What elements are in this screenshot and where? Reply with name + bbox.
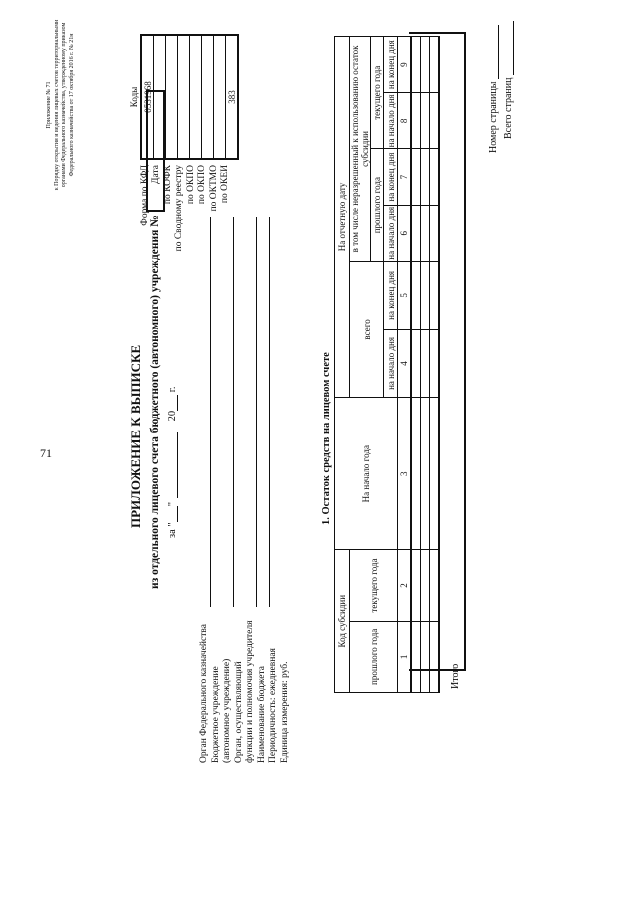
col-number: 9 bbox=[398, 37, 412, 93]
org-field-label: Бюджетное учреждение bbox=[210, 666, 221, 763]
code-value[interactable] bbox=[190, 35, 202, 159]
year-suffix: г. bbox=[167, 386, 178, 393]
col-number: 1 bbox=[398, 621, 412, 692]
header-na-nachalo-dnya: на начало дня bbox=[384, 329, 398, 397]
header-proshlogo-goda-sub: прошлого года bbox=[371, 149, 384, 261]
code-label: по ОКПО bbox=[197, 165, 207, 205]
period-za: за " bbox=[167, 522, 178, 538]
header-proshlogo-goda: прошлого года bbox=[350, 621, 398, 692]
org-field-label: Орган Федерального казначейства bbox=[199, 624, 209, 763]
code-value[interactable] bbox=[214, 35, 226, 159]
page-number: 71 bbox=[40, 446, 52, 460]
org-field-label: Периодичность: ежедневная bbox=[268, 648, 278, 763]
col-number: 7 bbox=[398, 149, 412, 205]
col-number: 3 bbox=[398, 398, 412, 550]
codes-header-spacer bbox=[128, 165, 140, 277]
code-value[interactable]: 0531968 bbox=[141, 35, 154, 159]
org-labels bbox=[199, 621, 291, 763]
col-number: 5 bbox=[398, 261, 412, 329]
org-field-label: (автономное учреждение) bbox=[222, 658, 232, 763]
page-number-blank[interactable] bbox=[487, 25, 499, 79]
day-blank[interactable] bbox=[166, 506, 178, 522]
header-na-nachalo-goda: На начало года bbox=[335, 398, 398, 550]
subtitle-text: из отдельного лицевого счета бюджетного (автономного) учреждения № bbox=[149, 215, 162, 589]
code-label: Дата bbox=[151, 165, 161, 184]
codes-header: Коды bbox=[129, 86, 139, 108]
section-title: 1. Остаток средств на лицевом счете bbox=[321, 352, 332, 525]
code-label: по ОКТМО bbox=[208, 165, 219, 212]
header-na-konec-dnya: на конец дня bbox=[384, 261, 398, 329]
year-prefix: 20 bbox=[167, 410, 178, 422]
code-value[interactable]: 383 bbox=[226, 35, 239, 159]
header-na-konec-dnya: на конец дня bbox=[384, 37, 398, 93]
code-value[interactable] bbox=[178, 35, 190, 159]
org-founder-line[interactable] bbox=[245, 217, 257, 607]
total-pages-label: Всего страниц bbox=[503, 77, 514, 139]
col-number: 6 bbox=[398, 205, 412, 261]
code-label: по Сводному реестру bbox=[174, 165, 184, 252]
code-value[interactable] bbox=[154, 35, 166, 159]
header-na-nachalo-dnya: на начало дня bbox=[385, 206, 396, 260]
code-label: по КОФК bbox=[162, 165, 173, 205]
header-kod-subsidii: Код субсидии bbox=[335, 550, 350, 693]
header-tekushchego-goda-sub: текущего года bbox=[371, 37, 384, 149]
header-na-konec-dnya: на конец дня bbox=[384, 149, 398, 205]
footer bbox=[487, 21, 514, 153]
appendix-line: Федерального казначейства от 17 октября 2016 г. № 21н bbox=[68, 33, 75, 177]
code-value[interactable] bbox=[202, 35, 214, 159]
header-vsego: всего bbox=[350, 261, 384, 397]
col-number: 2 bbox=[398, 550, 412, 621]
period-line bbox=[166, 386, 178, 538]
org-field-label: Наименование бюджета bbox=[256, 666, 267, 763]
form-title: ПРИЛОЖЕНИЕ К ВЫПИСКЕ bbox=[128, 344, 143, 528]
itogo-box bbox=[409, 32, 466, 671]
header-v-tom-chisle: в том числе неразрешенный к использованию остаток субсидии bbox=[350, 37, 371, 262]
col-number: 4 bbox=[398, 329, 412, 397]
codes-table bbox=[128, 34, 239, 160]
period-quote: " bbox=[167, 501, 178, 507]
appendix-line: к Порядку открытия и ведения лицевых счетов территориальными bbox=[53, 19, 60, 191]
code-label: по ОКПО bbox=[185, 165, 196, 205]
col-number: 8 bbox=[398, 93, 412, 149]
code-label: по ОКЕИ bbox=[220, 165, 230, 204]
code-value[interactable] bbox=[166, 35, 178, 159]
total-pages-blank[interactable] bbox=[502, 21, 514, 75]
total-pages-row bbox=[502, 21, 514, 139]
org-field-label: функции и полномочия учредителя bbox=[245, 620, 255, 763]
page-number-row bbox=[487, 21, 499, 153]
page-number-label: Номер страницы bbox=[488, 81, 499, 153]
month-blank[interactable] bbox=[166, 432, 178, 498]
codes-right-labels bbox=[128, 165, 232, 277]
appendix-note bbox=[46, 5, 76, 205]
org-field-label: Единица измерения: руб. bbox=[279, 661, 290, 763]
appendix-line: Приложение № 71 bbox=[46, 81, 52, 129]
header-na-nachalo-dnya: на начало дня bbox=[385, 94, 396, 148]
header-tekushchego-goda: текущего года bbox=[350, 550, 398, 621]
year-blank[interactable] bbox=[166, 395, 178, 411]
code-label: Форма по КФД bbox=[139, 165, 150, 226]
header-na-otchetnuyu-datu: На отчетную дату bbox=[335, 37, 350, 398]
appendix-line: органами Федерального казначейства, утвержденному приказом bbox=[61, 22, 67, 188]
itogo-label: Итого bbox=[450, 663, 461, 689]
org-budget-line[interactable] bbox=[257, 217, 270, 607]
org-field-label: Орган, осуществляющий bbox=[233, 661, 244, 763]
